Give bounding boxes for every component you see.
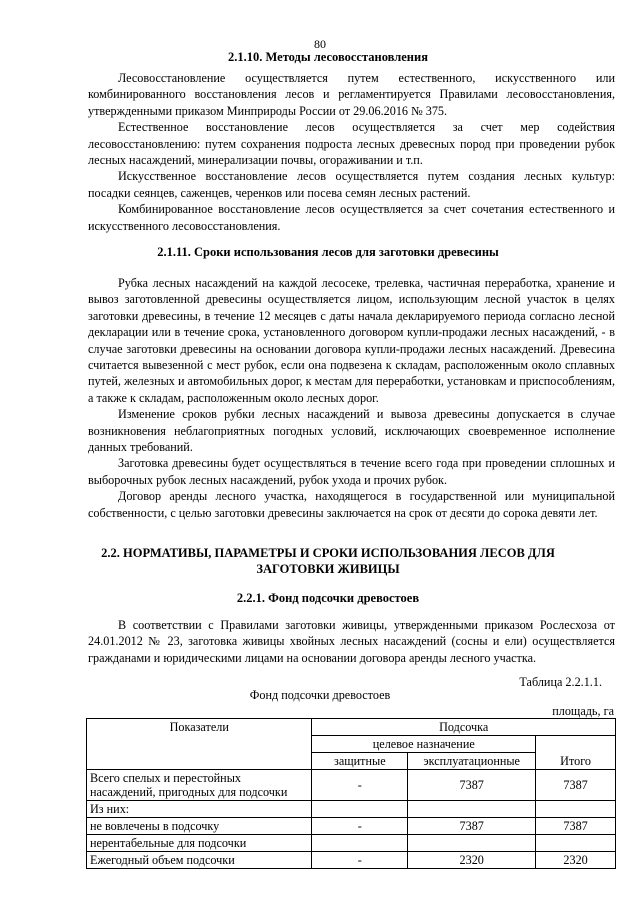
heading-2-1-10: 2.1.10. Методы лесовосстановления (228, 50, 428, 64)
table-label: Таблица 2.2.1.1. (519, 675, 602, 689)
table-row (87, 801, 616, 818)
table-caption: Фонд подсочки древостоев (249, 688, 391, 702)
paragraph: В соответствии с Правилами заготовки живицы, утвержденными приказом Рослесхоза от 24.01.2012 № 23, заготовка живицы хвойных лесных насаждений (сосны и ели) осуществляется гражданами и юридическими лицами на основании договора аренды лесного участка. (88, 618, 615, 665)
table-units: площадь, га (552, 704, 614, 718)
section-2-1-10-body (88, 70, 615, 234)
table-row (87, 835, 616, 852)
paragraph: Искусственное восстановление лесов осуществляется путем создания лесных культур: посадки сеянцев, саженцев, черенков или посева семян лесных растений. (88, 169, 615, 200)
header-indicators: Показатели (87, 719, 312, 770)
cell-total (536, 835, 616, 852)
cell-operational (408, 801, 536, 818)
row-label: нерентабельные для подсочки (87, 835, 312, 852)
heading-2-1-11: 2.1.11. Сроки использования лесов для заготовки древесины (157, 245, 499, 259)
cell-total: 2320 (536, 852, 616, 869)
cell-operational: 7387 (408, 818, 536, 835)
section-2-1-11-body (88, 275, 615, 521)
cell-protective: - (312, 818, 408, 835)
row-label: Ежегодный объем подсочки (87, 852, 312, 869)
cell-operational: 7387 (408, 770, 536, 801)
section-2-2-1-body (88, 617, 615, 666)
cell-total: 7387 (536, 818, 616, 835)
paragraph: Комбинированное восстановление лесов осуществляется за счет сочетания естественного и искусственного лесовосстановления. (88, 202, 615, 233)
heading-2-2-1: 2.2.1. Фонд подсочки древостоев (236, 591, 420, 605)
row-label: не вовлечены в подсочку (87, 818, 312, 835)
header-protective: защитные (312, 753, 408, 770)
row-label: Из них: (87, 801, 312, 818)
paragraph: Заготовка древесины будет осуществляться в течение всего года при проведении сплошных и выборочных рубок лесных насаждений, рубок ухода и прочих рубок. (88, 456, 615, 487)
table-row (87, 770, 616, 801)
cell-protective: - (312, 770, 408, 801)
table-header-row (87, 719, 616, 736)
cell-total (536, 801, 616, 818)
paragraph: Лесовосстановление осуществляется путем естественного, искусственного или комбинированного восстановления лесов и регламентируется Правилами лесовосстановления, утвержденными приказом Минприроды России от 29.06.2016 № 375. (88, 71, 615, 118)
cell-protective (312, 801, 408, 818)
cell-protective: - (312, 852, 408, 869)
paragraph: Естественное восстановление лесов осуществляется за счет мер содействия лесовосстановлению: путем сохранения подроста лесных древесных пород при проведении рубок лесных насаждений, минерализации почвы, огораживании и т.п. (88, 120, 615, 168)
cell-operational (408, 835, 536, 852)
header-purpose: целевое назначение (312, 736, 536, 753)
cell-operational: 2320 (408, 852, 536, 869)
tapping-fund-table (86, 718, 616, 869)
cell-total: 7387 (536, 770, 616, 801)
header-total: Итого (536, 736, 616, 770)
row-label: Всего спелых и перестойных насаждений, пригодных для подсочки (87, 770, 312, 801)
cell-protective (312, 835, 408, 852)
heading-2-2: 2.2. НОРМАТИВЫ, ПАРАМЕТРЫ И СРОКИ ИСПОЛЬЗОВАНИЯ ЛЕСОВ ДЛЯ ЗАГОТОВКИ ЖИВИЦЫ (101, 546, 555, 576)
table-row (87, 852, 616, 869)
page-number: 80 (314, 37, 326, 51)
paragraph: Рубка лесных насаждений на каждой лесосеке, трелевка, частичная переработка, хранение и вывоз заготовленной древесины осуществляется лицом, использующим лесной участок в целях заготовки древесины, в течение 12 месяцев с даты начала декларируемого периода согласно лесной декларации или в течение срока, установленного договором купли-продажи лесных насаждений, - в случае заготовки древесины на основании договора купли-продажи лесных насаждений. Древесина считается вывезенной с мест рубок, если она подвезена к складам, расположенным около сплавных путей, железных и автомобильных дорог, к местам для переработки, установкам и приспособлениям, а также к складам, расположенным около лесных дорог. (88, 276, 615, 405)
paragraph: Изменение сроков рубки лесных насаждений и вывоза древесины допускается в случае возникновения неблагоприятных погодных условий, исключающих своевременное исполнение данных требований. (88, 407, 615, 455)
table-row (87, 818, 616, 835)
header-tapping: Подсочка (312, 719, 616, 736)
paragraph: Договор аренды лесного участка, находящегося в государственной или муниципальной собственности, с целью заготовки древесины заключается на срок от десяти до сорока девяти лет. (88, 489, 615, 520)
header-operational: эксплуатационные (408, 753, 536, 770)
